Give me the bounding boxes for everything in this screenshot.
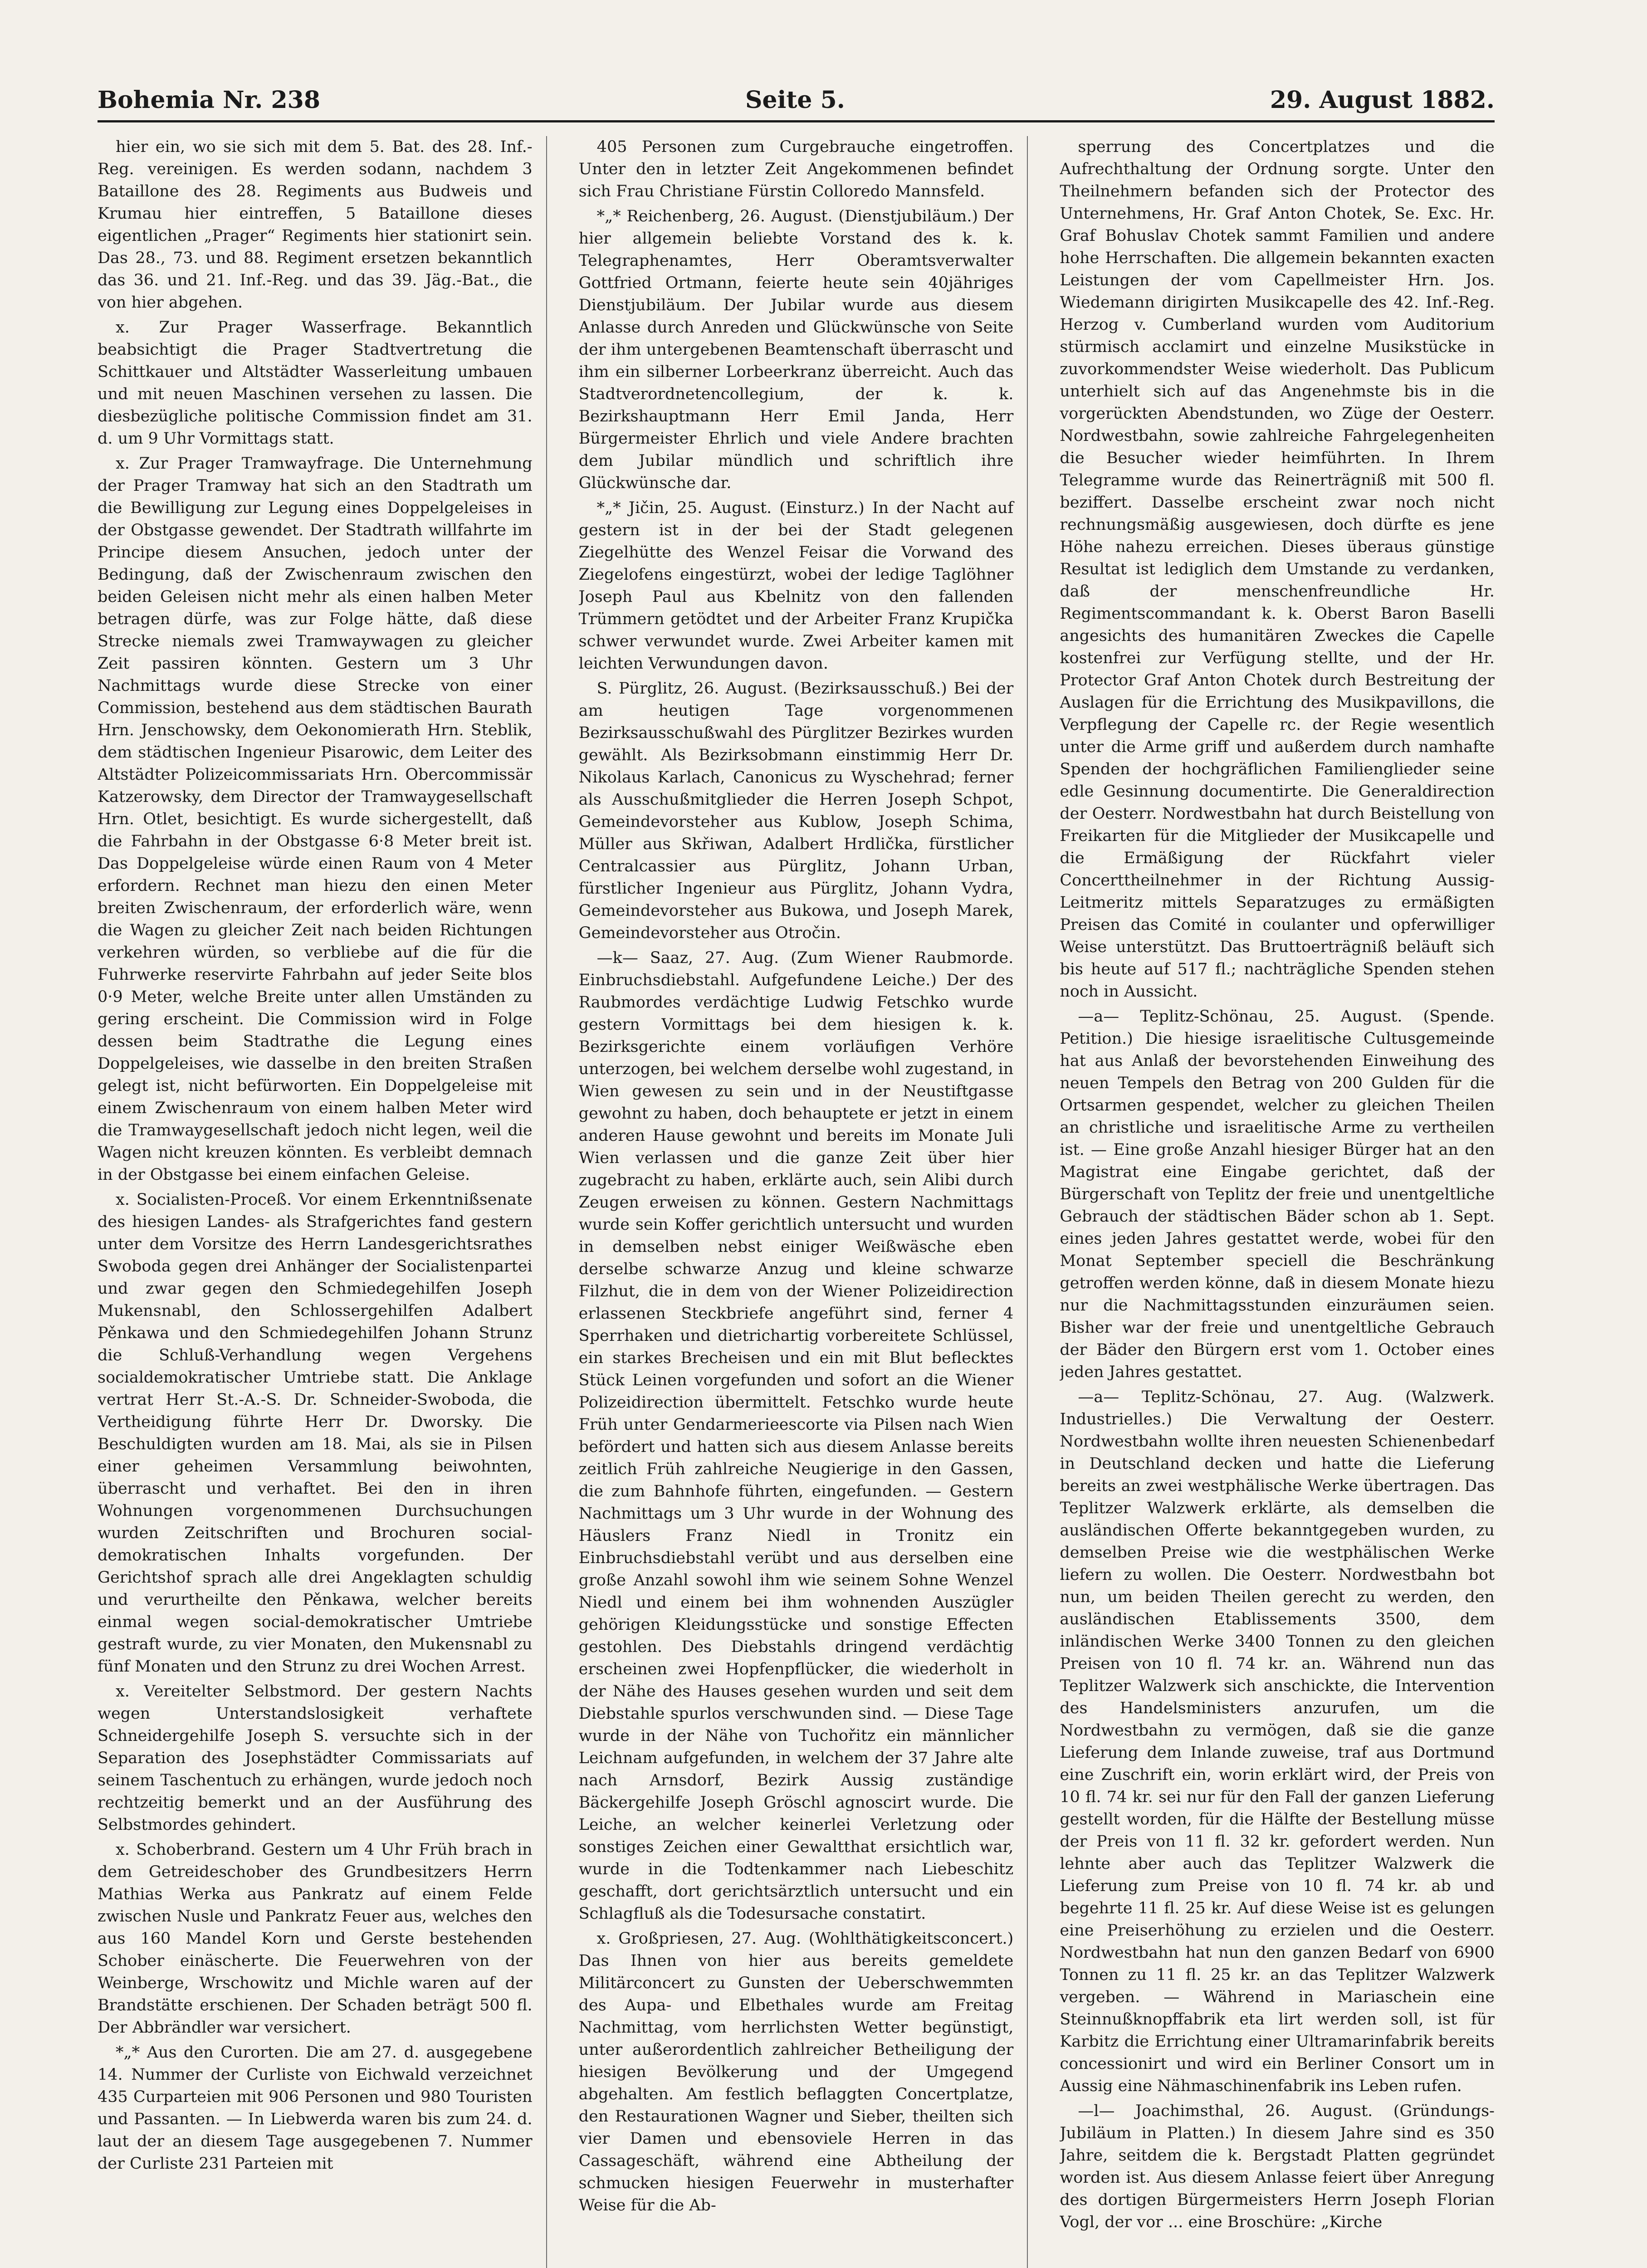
article-paragraph: hier ein, wo sie sich mit dem 5. Bat. des 28. Inf.-Reg. vereinigen. Es werden sodann, nachdem 3 Bataillone des 28. Regiments aus Budweis und Krumau hier eintreffen, 5 Bataillone dieses eigentlichen „Prager“ Regiments hier stationirt sein. Das 28., 73. und 88. Regiment ersetzen bekanntlich das 36. und 21. Inf.-Reg. und das 39. Jäg.-Bat., die von hier abgehen.: [98, 138, 533, 312]
article-paragraph: x. Großpriesen, 27. Aug. (Wohlthätigkeitsconcert.) Das Ihnen von hier aus bereits gemeldete Militärconcert zu Gunsten der Ueberschwemmten des Aupa- und Elbethales wurde am Freitag Nachmittag, vom herrlichsten Wetter begünstigt, unter außerordentlich zahlreicher Betheiligung der hiesigen Bevölkerung und der Umgegend abgehalten. Am festlich beflaggten Concertplatze, den Restaurationen Wagner und Sieber, theilten sich vier Damen und ebensoviele Herren in das Cassageschäft, während eine Abtheilung der schmucken hiesigen Feuerwehr in musterhafter Weise für die Ab-: [578, 1930, 1014, 2214]
article-paragraph: x. Vereitelter Selbstmord. Der gestern Nachts wegen Unterstandslosigkeit verhaftete Schneidergehilfe Joseph S. versuchte sich in der Separation des Josephstädter Commissariats auf seinem Taschentuch zu erhängen, wurde jedoch noch rechtzeitig bemerkt und an der Ausführung des Selbstmordes gehindert.: [98, 1682, 533, 1834]
article-paragraph: sperrung des Concertplatzes und die Aufrechthaltung der Ordnung sorgte. Unter den Theilnehmern befanden sich der Protector des Unternehmens, Hr. Graf Anton Chotek, Se. Exc. Hr. Graf Bohuslav Chotek sammt Familien und andere hohe Herrschaften. Die allgemein bekannten exacten Leistungen der vom Capellmeister Hrn. Jos. Wiedemann dirigirten Musikcapelle des 42. Inf.-Reg. Herzog v. Cumberland wurden vom Auditorium stürmisch acclamirt und einzelne Musikstücke in zuvorkommendster Weise wiederholt. Das Publicum unterhielt sich auf das Angenehmste bis in die vorgerückten Abendstunden, wo Züge der Oesterr. Nordwestbahn, sowie zahlreiche Fahrgelegenheiten die Besucher wieder heimführten. In Ihrem Telegramme wurde das Reinerträgniß mit 500 fl. beziffert. Dasselbe erscheint zwar noch nicht rechnungsmäßig ausgewiesen, doch dürfte es jene Höhe nahezu erreichen. Dieses überaus günstige Resultat ist lediglich dem Umstande zu verdanken, daß der menschenfreundliche Hr. Regimentscommandant k. k. Oberst Baron Baselli angesichts des humanitären Zweckes die Capelle kostenfrei zur Verfügung stellte, und der Hr. Protector Graf Anton Chotek durch Bestreitung der Auslagen für die Errichtung des Musikpavillons, die Verpflegung der Capelle rc. der Regie wesentlich unter die Arme griff und außerdem durch namhafte Spenden der hochgräflichen Familienglieder seine edle Gesinnung documentirte. Die Generaldirection der Oesterr. Nordwestbahn hat durch Beistellung von Freikarten für die Mitglieder der Musikcapelle und die Ermäßigung der Rückfahrt vieler Concerttheilnehmer in der Richtung Aussig-Leitmeritz mittels Separatzuges zu ermäßigten Preisen das Comité in coulanter und opferwilliger Weise unterstützt. Das Bruttoerträgniß beläuft sich bis heute auf 517 fl.; nachträgliche Spenden stehen noch in Aussicht.: [1060, 138, 1495, 1001]
issue-date: 29. August 1882.: [1270, 86, 1495, 114]
article-paragraph: *„* Aus den Curorten. Die am 27. d. ausgegebene 14. Nummer der Curliste von Eichwald verzeichnet 435 Curparteien mit 906 Personen und 980 Touristen und Passanten. — In Liebwerda waren bis zum 24. d. laut der an diesem Tage ausgegebenen 7. Nummer der Curliste 231 Parteien mit: [98, 2043, 533, 2173]
article-paragraph: —a— Teplitz-Schönau, 25. August. (Spende. Petition.) Die hiesige israelitische Cultusgemeinde hat aus Anlaß der bevorstehenden Einweihung des neuen Tempels den Betrag von 200 Gulden für die Ortsarmen gespendet, welcher zu gleichen Theilen an christliche und israelitische Arme zu vertheilen ist. — Eine große Anzahl hiesiger Bürger hat an den Magistrat eine Eingabe gerichtet, daß der Bürgerschaft von Teplitz der freie und unentgeltliche Gebrauch der städtischen Bäder schon ab 1. Sept. eines jeden Jahres gestattet werde, wobei für den Monat September speciell die Beschränkung getroffen werden könne, daß in diesem Monate hiezu nur die Nachmittagsstunden einzuräumen seien. Bisher war der freie und unentgeltliche Gebrauch der Bäder den Bürgern erst vom 1. October eines jeden Jahres gestattet.: [1060, 1007, 1495, 1381]
article-paragraph: —l— Joachimsthal, 26. August. (Gründungs-Jubiläum in Platten.) In diesem Jahre sind es 350 Jahre, seitdem die k. Bergstadt Platten gegründet worden ist. Aus diesem Anlasse feiert über Anregung des dortigen Bürgermeisters Herrn Joseph Florian Vogl, der vor ... eine Broschüre: „Kirche: [1060, 2102, 1495, 2231]
article-paragraph: x. Socialisten-Proceß. Vor einem Erkenntnißsenate des hiesigen Landes- als Strafgerichtes fand gestern unter dem Vorsitze des Herrn Landesgerichtsrathes Swoboda gegen drei Anhänger der Socialistenpartei und zwar gegen den Schmiedegehilfen Joseph Mukensnabl, den Schlossergehilfen Adalbert Pěnkawa und den Schmiedegehilfen Johann Strunz die Schluß-Verhandlung wegen Vergehens socialdemokratischer Umtriebe statt. Die Anklage vertrat Herr St.-A.-S. Dr. Schneider-Swoboda, die Vertheidigung führte Herr Dr. Dworsky. Die Beschuldigten wurden am 18. Mai, als sie in Pilsen einer geheimen Versammlung beiwohnten, überrascht und verhaftet. Bei den in ihren Wohnungen vorgenommenen Durchsuchungen wurden Zeitschriften und Brochuren social-demokratischen Inhalts vorgefunden. Der Gerichtshof sprach alle drei Angeklagten schuldig und verurtheilte den Pěnkawa, welcher bereits einmal wegen social-demokratischer Umtriebe gestraft wurde, zu vier Monaten, den Mukensnabl zu fünf Monaten und den Strunz zu drei Wochen Arrest.: [98, 1191, 533, 1676]
text-columns: [98, 136, 1495, 2268]
article-paragraph: —k— Saaz, 27. Aug. (Zum Wiener Raubmorde. Einbruchsdiebstahl. Aufgefundene Leiche.) Der des Raubmordes verdächtige Ludwig Fetschko wurde gestern Vormittags bei dem hiesigen k. k. Bezirksgerichte einem vorläufigen Verhöre unterzogen, bei welchem derselbe wohl zugestand, in Wien gewesen zu sein und in der Neustiftgasse gewohnt zu haben, doch behauptete er jetzt in einem anderen Hause gewohnt und bereits im Monate Juli Wien verlassen und die ganze Zeit über hier zugebracht zu haben, erklärte auch, sein Alibi durch Zeugen erweisen zu können. Gestern Nachmittags wurde sein Koffer gerichtlich untersucht und wurden in demselben nebst einiger Weißwäsche eben derselbe schwarze Anzug und kleine schwarze Filzhut, die in dem von der Wiener Polizeidirection erlassenen Steckbriefe angeführt sind, ferner 4 Sperrhaken und dietrichartig vorbereitete Schlüssel, ein starkes Brecheisen und ein mit Blut beflecktes Stück Leinen vorgefunden und sofort an die Wiener Polizeidirection übermittelt. Fetschko wurde heute Früh unter Gendarmerieescorte via Pilsen nach Wien befördert und hatten sich aus diesem Anlasse bereits zeitlich Früh zahlreiche Neugierige in den Gassen, die zum Bahnhofe führten, eingefunden. — Gestern Nachmittags um 3 Uhr wurde in der Wohnung des Häuslers Franz Niedl in Tronitz ein Einbruchsdiebstahl verübt und aus derselben eine große Anzahl sowohl ihm wie seinem Sohne Wenzel Niedl und einem bei ihm wohnenden Auszügler gehörigen Kleidungsstücke und sonstige Effecten gestohlen. Des Diebstahls dringend verdächtig erscheinen zwei Hopfenpflücker, die wiederholt in der Nähe des Hauses gesehen wurden und seit dem Diebstahle spurlos verschwunden sind. — Diese Tage wurde in der Nähe von Tuchořitz ein männlicher Leichnam aufgefunden, in welchem der 37 Jahre alte nach Arnsdorf, Bezirk Aussig zuständige Bäckergehilfe Joseph Gröschl agnoscirt wurde. Die Leiche, an welcher keinerlei Verletzung oder sonstiges Zeichen einer Gewaltthat ersichtlich war, wurde in die Todtenkammer nach Liebeschitz geschafft, dort gerichtsärztlich untersucht und ein Schlagfluß als die Todesursache constatirt.: [578, 949, 1014, 1923]
article-paragraph: S. Pürglitz, 26. August. (Bezirksausschuß.) Bei der am heutigen Tage vorgenommenen Bezirksausschußwahl des Pürglitzer Bezirkes wurden gewählt. Als Bezirksobmann einstimmig Herr Dr. Nikolaus Karlach, Canonicus zu Wyschehrad; ferner als Ausschußmitglieder die Herren Joseph Schpot, Gemeindevorsteher aus Kublow, Joseph Schima, Müller aus Skřiwan, Adalbert Hrdlička, fürstlicher Centralcassier aus Pürglitz, Johann Urban, fürstlicher Ingenieur aus Pürglitz, Johann Vydra, Gemeindevorsteher aus Bukowa, und Joseph Marek, Gemeindevorsteher aus Otročin.: [578, 679, 1014, 942]
article-paragraph: x. Zur Prager Tramwayfrage. Die Unternehmung der Prager Tramway hat sich an den Stadtrath um die Bewilligung zur Legung eines Doppelgeleises in der Obstgasse gewendet. Der Stadtrath willfahrte im Principe diesem Ansuchen, jedoch unter der Bedingung, daß der Zwischenraum zwischen den beiden Geleisen nicht mehr als einen halben Meter betragen dürfe, was zur Folge hätte, daß diese Strecke niemals zwei Tramwaywagen zu gleicher Zeit passiren könnten. Gestern um 3 Uhr Nachmittags wurde diese Strecke von einer Commission, bestehend aus dem städtischen Baurath Hrn. Jenschowsky, dem Oekonomierath Hrn. Steblik, dem städtischen Ingenieur Pisarowic, dem Leiter des Altstädter Polizeicommissariats Hrn. Obercommissär Katzerowsky, dem Director der Tramwaygesellschaft Hrn. Otlet, besichtigt. Es wurde sichergestellt, daß die Fahrbahn in der Obstgasse 6·8 Meter breit ist. Das Doppelgeleise würde einen Raum von 4 Meter erfordern. Rechnet man hiezu den einen Meter breiten Zwischenraum, der erforderlich wäre, wenn die Wagen zu gleicher Zeit nach beiden Richtungen verkehren würden, so verbliebe auf die für die Fuhrwerke reservirte Fahrbahn auf jeder Seite blos 0·9 Meter, welche Breite unter allen Umständen zu gering erscheint. Die Commission wird in Folge dessen beim Stadtrathe die Legung eines Doppelgeleises, wie dasselbe in den breiten Straßen gelegt ist, nicht befürworten. Ein Doppelgeleise mit einem Zwischenraum von einem halben Meter wird die Tramwaygesellschaft jedoch nicht legen, weil die Wagen nicht kreuzen könnten. Es verbleibt demnach in der Obstgasse bei einem einfachen Geleise.: [98, 455, 533, 1184]
column-3: [1060, 136, 1495, 2268]
article-paragraph: x. Schoberbrand. Gestern um 4 Uhr Früh brach in dem Getreideschober des Grundbesitzers Herrn Mathias Werka aus Pankratz auf einem Felde zwischen Nusle und Pankratz Feuer aus, welches den aus 160 Mandel Korn und Gerste bestehenden Schober einäscherte. Die Feuerwehren von der Weinberge, Wrschowitz und Michle waren auf der Brandstätte erschienen. Der Schaden beträgt 500 fl. Der Abbrändler war versichert.: [98, 1841, 533, 2037]
newspaper-issue: Bohemia Nr. 238: [98, 86, 321, 114]
article-paragraph: —a— Teplitz-Schönau, 27. Aug. (Walzwerk. Industrielles.) Die Verwaltung der Oesterr. Nordwestbahn wollte ihren neuesten Schienenbedarf in Deutschland decken und hatte die Lieferung bereits an zwei westphälische Werke übertragen. Das Teplitzer Walzwerk erklärte, als demselben die ausländischen Offerte bekanntgegeben wurden, zu demselben Preise wie die westphälischen Werke liefern zu wollen. Die Oesterr. Nordwestbahn bot nun, um beiden Theilen gerecht zu werden, den ausländischen Etablissements 3500, dem inländischen Werke 3400 Tonnen zu den gleichen Preisen von 10 fl. 74 kr. an. Während nun das Teplitzer Walzwerk sich anschickte, die Intervention des Handelsministers anzurufen, um die Nordwestbahn zu vermögen, daß sie die ganze Lieferung dem Inlande zuweise, traf aus Dortmund eine Zuschrift ein, worin erklärt wird, der Preis von 10 fl. 74 kr. sei nur für den Fall der ganzen Lieferung gestellt worden, für die Hälfte der Bestellung müsse der Preis von 11 fl. 32 kr. gefordert werden. Nun lehnte aber auch das Teplitzer Walzwerk die Lieferung zum Preise von 10 fl. 74 kr. ab und begehrte 11 fl. 25 kr. Auf diese Weise ist es gelungen eine Preiserhöhung zu erzielen und die Oesterr. Nordwestbahn hat nun den ganzen Bedarf von 6900 Tonnen zu 11 fl. 25 kr. an das Teplitzer Walzwerk vergeben. — Während in Mariaschein eine Steinnußknopffabrik eta lirt werden soll, ist für Karbitz die Errichtung einer Ultramarinfabrik bereits concessionirt und wird ein Berliner Consort um in Aussig eine Nähmaschinenfabrik ins Leben rufen.: [1060, 1388, 1495, 2095]
column-2: [579, 136, 1028, 2268]
column-1: [98, 136, 547, 2268]
page-header: [98, 79, 1495, 122]
article-paragraph: *„* Jičin, 25. August. (Einsturz.) In der Nacht auf gestern ist in der bei der Stadt gelegenen Ziegelhütte des Wenzel Feisar die Vorwand des Ziegelofens eingestürzt, wobei der ledige Taglöhner Joseph Paul aus Kbelnitz von den fallenden Trümmern getödtet und der Arbeiter Franz Krupička schwer verwundet wurde. Zwei Arbeiter kamen mit leichten Verwundungen davon.: [578, 499, 1014, 673]
article-paragraph: *„* Reichenberg, 26. August. (Dienstjubiläum.) Der hier allgemein beliebte Vorstand des k. k. Telegraphenamtes, Herr Oberamtsverwalter Gottfried Ortmann, feierte heute sein 40jähriges Dienstjubiläum. Der Jubilar wurde aus diesem Anlasse durch Anreden und Glückwünsche von Seite der ihm untergebenen Beamtenschaft überrascht und ihm ein silberner Lorbeerkranz überreicht. Auch das Stadtverordnetencollegium, der k. k. Bezirkshauptmann Herr Emil Janda, Herr Bürgermeister Ehrlich und viele Andere brachten dem Jubilar mündlich und schriftlich ihre Glückwünsche dar.: [578, 207, 1014, 492]
article-paragraph: x. Zur Prager Wasserfrage. Bekanntlich beabsichtigt die Prager Stadtvertretung die Schittkauer und Altstädter Wasserleitung umbauen und mit neuen Maschinen versehen zu lassen. Die diesbezügliche politische Commission findet am 31. d. um 9 Uhr Vormittags statt.: [98, 318, 533, 448]
article-paragraph: 405 Personen zum Curgebrauche eingetroffen. Unter den in letzter Zeit Angekommenen befindet sich Frau Christiane Fürstin Colloredo Mannsfeld.: [578, 138, 1014, 200]
page-number: Seite 5.: [745, 86, 845, 114]
